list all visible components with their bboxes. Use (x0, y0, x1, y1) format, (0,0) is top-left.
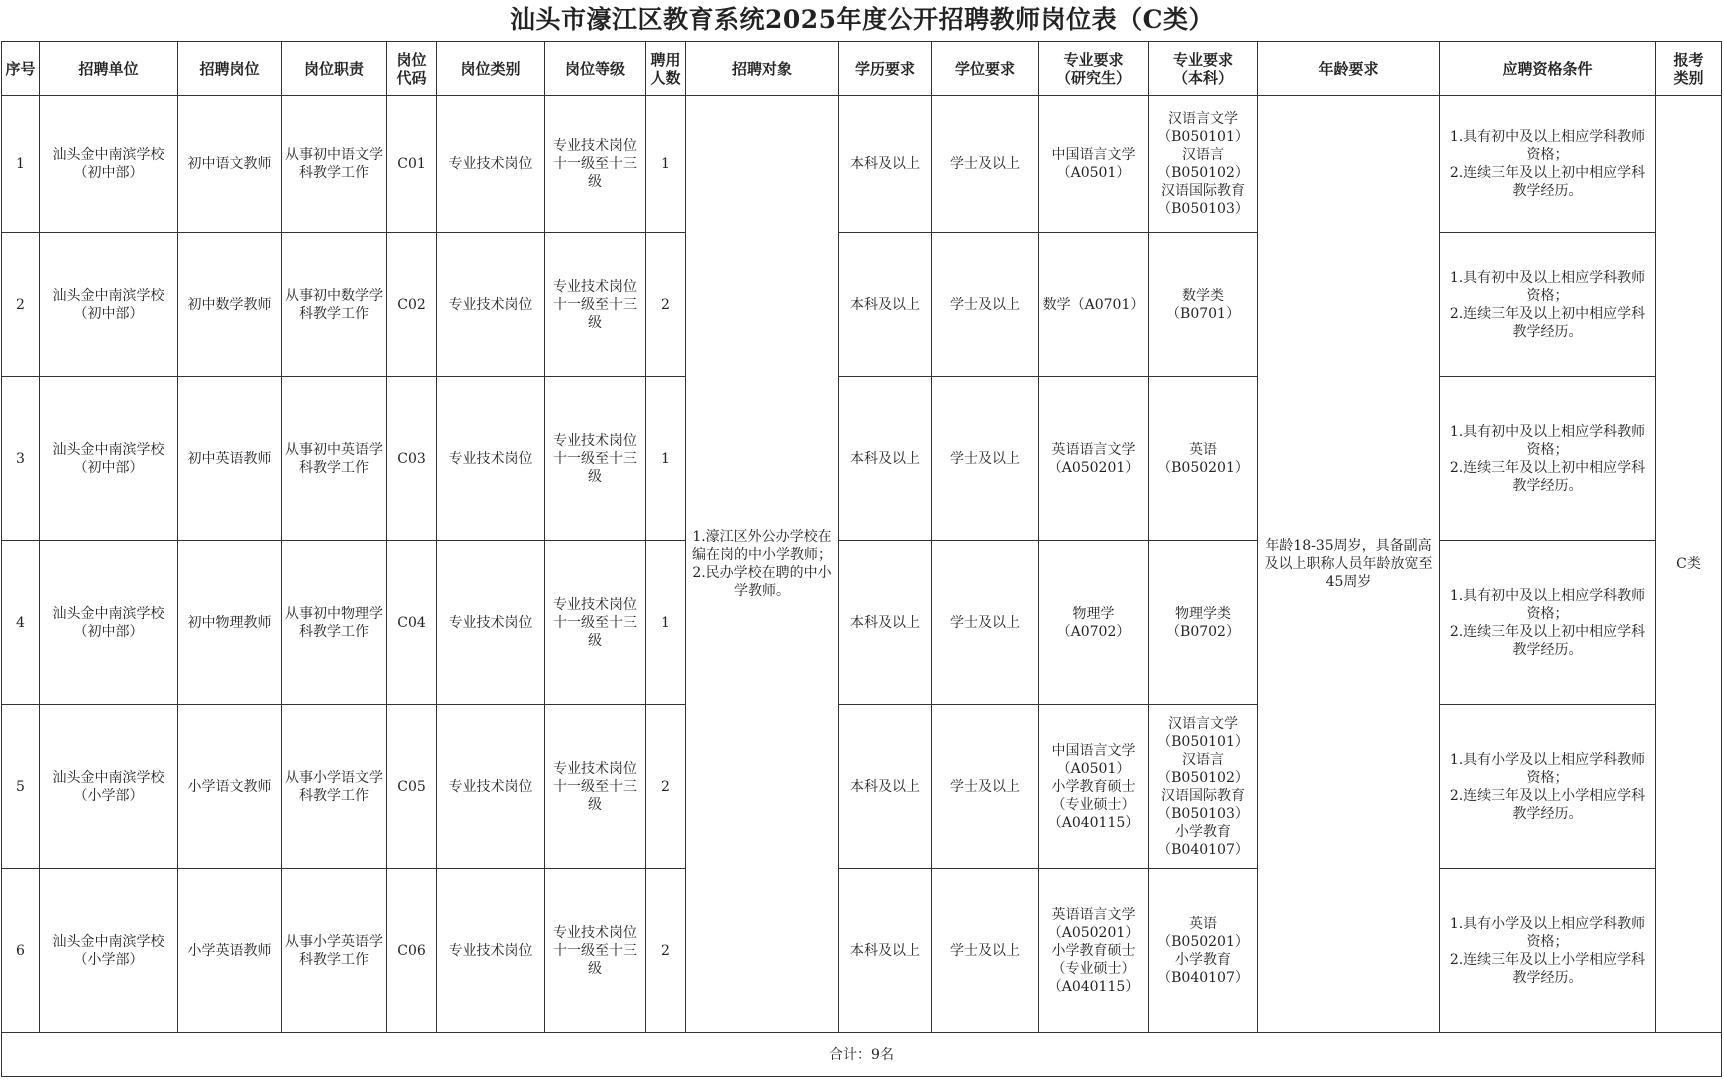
header-degree: 学位要求 (932, 42, 1039, 96)
row-level: 专业技术岗位十一级至十三级 (545, 96, 646, 233)
row-qualification: 1.具有初中及以上相应学科教师资格； 2.连续三年及以上初中相应学科教学经历。 (1440, 233, 1656, 377)
row-code: C02 (387, 233, 437, 377)
row-no: 5 (2, 705, 40, 869)
header-no: 序号 (2, 42, 40, 96)
row-major-grad: 数学（A0701） (1039, 233, 1149, 377)
row-level: 专业技术岗位十一级至十三级 (545, 377, 646, 541)
row-count: 1 (646, 96, 686, 233)
row-education: 本科及以上 (839, 233, 932, 377)
header-qualification: 应聘资格条件 (1440, 42, 1656, 96)
row-count: 2 (646, 705, 686, 869)
row-post: 小学英语教师 (178, 869, 282, 1033)
row-count: 1 (646, 541, 686, 705)
row-major-grad: 英语语言文学 （A050201） 小学教育硕士 （专业硕士） （A040115） (1039, 869, 1149, 1033)
row-major-grad: 物理学（A0702） (1039, 541, 1149, 705)
table-row (2, 705, 1722, 869)
row-unit: 汕头金中南滨学校 （小学部） (40, 705, 178, 869)
row-no: 2 (2, 233, 40, 377)
row-duty: 从事小学语文学科教学工作 (282, 705, 387, 869)
table-row (2, 96, 1722, 233)
row-no: 6 (2, 869, 40, 1033)
row-education: 本科及以上 (839, 541, 932, 705)
row-category: 专业技术岗位 (437, 705, 545, 869)
header-post: 招聘岗位 (178, 42, 282, 96)
row-major-ug: 英语 （B050201） (1149, 377, 1258, 541)
row-duty: 从事初中数学学科教学工作 (282, 233, 387, 377)
row-no: 3 (2, 377, 40, 541)
row-post: 初中英语教师 (178, 377, 282, 541)
row-count: 2 (646, 869, 686, 1033)
row-duty: 从事初中英语学科教学工作 (282, 377, 387, 541)
row-major-ug: 物理学类 （B0702） (1149, 541, 1258, 705)
header-target: 招聘对象 (686, 42, 839, 96)
header-education: 学历要求 (839, 42, 932, 96)
row-degree: 学士及以上 (932, 377, 1039, 541)
row-duty: 从事小学英语学科教学工作 (282, 869, 387, 1033)
row-degree: 学士及以上 (932, 233, 1039, 377)
row-code: C03 (387, 377, 437, 541)
shared-exam-type-cell: C类 (1656, 96, 1722, 1033)
row-qualification: 1.具有初中及以上相应学科教师资格； 2.连续三年及以上初中相应学科教学经历。 (1440, 96, 1656, 233)
header-level: 岗位等级 (545, 42, 646, 96)
row-code: C06 (387, 869, 437, 1033)
row-category: 专业技术岗位 (437, 96, 545, 233)
row-major-ug: 数学类 （B0701） (1149, 233, 1258, 377)
row-unit: 汕头金中南滨学校 （初中部） (40, 377, 178, 541)
row-degree: 学士及以上 (932, 869, 1039, 1033)
document-title: 汕头市濠江区教育系统2025年度公开招聘教师岗位表（C类） (510, 5, 1214, 34)
row-major-grad: 中国语言文学 （A0501） (1039, 96, 1149, 233)
row-qualification: 1.具有初中及以上相应学科教师资格； 2.连续三年及以上初中相应学科教学经历。 (1440, 377, 1656, 541)
row-education: 本科及以上 (839, 705, 932, 869)
row-major-ug: 汉语言文学 （B050101） 汉语言 （B050102） 汉语国际教育 （B050103） (1149, 96, 1258, 233)
row-degree: 学士及以上 (932, 705, 1039, 869)
row-degree: 学士及以上 (932, 96, 1039, 233)
row-duty: 从事初中物理学科教学工作 (282, 541, 387, 705)
row-count: 2 (646, 233, 686, 377)
row-qualification: 1.具有小学及以上相应学科教师资格； 2.连续三年及以上小学相应学科教学经历。 (1440, 705, 1656, 869)
table-row (2, 869, 1722, 1033)
row-education: 本科及以上 (839, 96, 932, 233)
header-code: 岗位 代码 (387, 42, 437, 96)
row-category: 专业技术岗位 (437, 541, 545, 705)
header-count: 聘用 人数 (646, 42, 686, 96)
header-category: 岗位类别 (437, 42, 545, 96)
row-major-ug: 汉语言文学 （B050101） 汉语言 （B050102） 汉语国际教育 （B050103） 小学教育 （B040107） (1149, 705, 1258, 869)
row-code: C04 (387, 541, 437, 705)
row-unit: 汕头金中南滨学校 （初中部） (40, 541, 178, 705)
header-major-grad: 专业要求 （研究生） (1039, 42, 1149, 96)
row-post: 初中语文教师 (178, 96, 282, 233)
shared-target-cell: 1.濠江区外公办学校在编在岗的中小学教师；2.民办学校在聘的中小学教师。 (686, 96, 839, 1033)
shared-age-cell: 年龄18-35周岁，具备副高及以上职称人员年龄放宽至45周岁 (1258, 96, 1440, 1033)
row-count: 1 (646, 377, 686, 541)
row-level: 专业技术岗位十一级至十三级 (545, 705, 646, 869)
row-major-grad: 英语语言文学 （A050201） (1039, 377, 1149, 541)
row-qualification: 1.具有小学及以上相应学科教师资格； 2.连续三年及以上小学相应学科教学经历。 (1440, 869, 1656, 1033)
row-education: 本科及以上 (839, 377, 932, 541)
header-age: 年龄要求 (1258, 42, 1440, 96)
row-code: C01 (387, 96, 437, 233)
table-header-row (2, 42, 1722, 96)
row-level: 专业技术岗位十一级至十三级 (545, 869, 646, 1033)
header-duty: 岗位职责 (282, 42, 387, 96)
row-category: 专业技术岗位 (437, 233, 545, 377)
row-post: 初中数学教师 (178, 233, 282, 377)
row-post: 初中物理教师 (178, 541, 282, 705)
row-degree: 学士及以上 (932, 541, 1039, 705)
header-unit: 招聘单位 (40, 42, 178, 96)
row-category: 专业技术岗位 (437, 869, 545, 1033)
row-no: 4 (2, 541, 40, 705)
recruitment-table (1, 41, 1722, 1077)
total-row (2, 1033, 1722, 1077)
row-category: 专业技术岗位 (437, 377, 545, 541)
row-major-grad: 中国语言文学 （A0501） 小学教育硕士 （专业硕士） （A040115） (1039, 705, 1149, 869)
total-count: 合计：9名 (2, 1033, 1722, 1077)
table-row (2, 541, 1722, 705)
table-row (2, 377, 1722, 541)
row-unit: 汕头金中南滨学校 （初中部） (40, 96, 178, 233)
row-major-ug: 英语 （B050201） 小学教育 （B040107） (1149, 869, 1258, 1033)
row-duty: 从事初中语文学科教学工作 (282, 96, 387, 233)
row-unit: 汕头金中南滨学校 （初中部） (40, 233, 178, 377)
row-post: 小学语文教师 (178, 705, 282, 869)
row-no: 1 (2, 96, 40, 233)
row-unit: 汕头金中南滨学校 （小学部） (40, 869, 178, 1033)
header-exam-type: 报考 类别 (1656, 42, 1722, 96)
row-level: 专业技术岗位十一级至十三级 (545, 233, 646, 377)
row-education: 本科及以上 (839, 869, 932, 1033)
row-code: C05 (387, 705, 437, 869)
table-row (2, 233, 1722, 377)
row-qualification: 1.具有初中及以上相应学科教师资格； 2.连续三年及以上初中相应学科教学经历。 (1440, 541, 1656, 705)
header-major-ug: 专业要求 （本科） (1149, 42, 1258, 96)
row-level: 专业技术岗位十一级至十三级 (545, 541, 646, 705)
